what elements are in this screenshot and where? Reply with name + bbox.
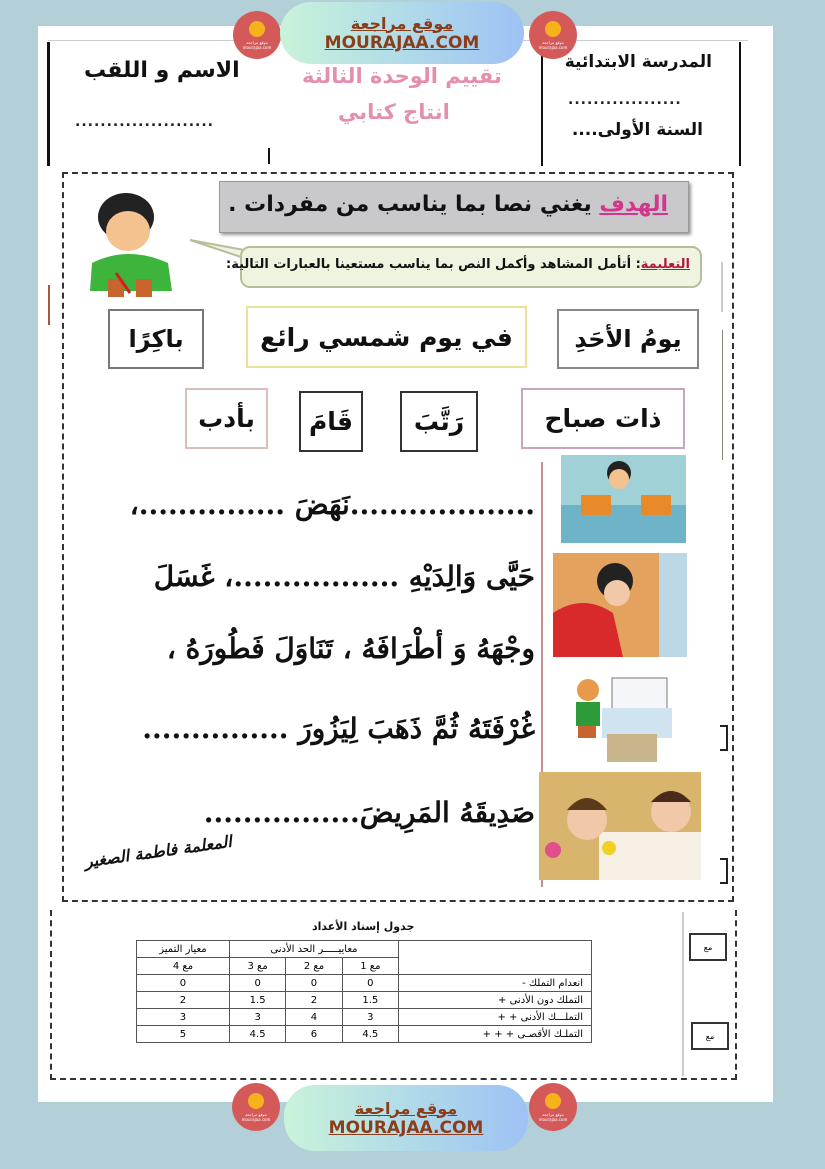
word-card[interactable]: رَتَّبَ	[400, 391, 478, 452]
site-logo-badge: موقع مراجعة mourajaa.com	[529, 11, 577, 59]
minimum-criteria-header: معاييـــــر الحد الأدنى	[229, 941, 398, 958]
criterion-header: مع 4	[137, 958, 230, 975]
word-card[interactable]: يومُ الأحَدِ	[557, 309, 699, 369]
unit-title: تقييم الوحدة الثالثة	[302, 64, 502, 88]
site-logo-badge: موقع مراجعة mourajaa.com	[529, 1083, 577, 1131]
grading-table-title: جدول إسناد الأعداد	[312, 920, 415, 933]
table-row: التملـــك الأدنى + + 3 4 3 3	[137, 1009, 592, 1026]
story-line-1[interactable]: ...................نَهَضَ ...............،	[129, 488, 535, 521]
score-box[interactable]: مع	[689, 933, 727, 961]
grade-label: السنة الأولى....	[571, 120, 703, 140]
table-row: انعدام التملك - 0 0 0 0	[137, 975, 592, 992]
site-banner-top[interactable]	[280, 2, 524, 64]
excellence-criteria-header: معيار التميز	[137, 941, 230, 958]
table-row: التملـك الأقصـى + + + 4.5 6 4.5 5	[137, 1026, 592, 1043]
book-icon	[248, 1093, 264, 1109]
site-name-arabic[interactable]: موقع مراجعة	[354, 1098, 458, 1118]
story-line-2[interactable]: حَيَّى وَالِدَيْهِ .................، غَسَلَ	[153, 560, 535, 593]
book-icon	[249, 21, 265, 37]
site-name-latin[interactable]: MOURAJAA.COM	[328, 1117, 484, 1138]
header-divider	[541, 42, 543, 166]
header-left-border	[47, 42, 50, 166]
site-name-arabic[interactable]: موقع مراجعة	[350, 13, 454, 33]
picture-washing-face	[553, 553, 687, 657]
boy-writing-illustration	[78, 187, 182, 299]
criterion-header: مع 3	[229, 958, 285, 975]
site-banner-bottom[interactable]	[284, 1085, 528, 1151]
criterion-header: مع 1	[342, 958, 398, 975]
grading-table	[136, 940, 592, 1043]
word-card[interactable]: باكِرًا	[108, 309, 204, 369]
word-card[interactable]: قَامَ	[299, 391, 363, 452]
picture-waking-up	[561, 455, 686, 543]
word-card[interactable]: ذات صباح	[521, 388, 685, 449]
picture-visiting-friend	[539, 772, 701, 880]
scroll-mark	[721, 262, 723, 312]
site-name-latin[interactable]: MOURAJAA.COM	[324, 32, 480, 53]
site-logo-badge: موقع مراجعة mourajaa.com	[233, 11, 281, 59]
school-label: المدرسة الابتدائية	[564, 52, 712, 72]
goal-text	[228, 192, 668, 217]
criterion-header: مع 2	[286, 958, 342, 975]
book-icon	[545, 21, 561, 37]
bracket-mark	[720, 725, 728, 751]
bracket-mark	[720, 858, 728, 884]
goal-banner	[219, 181, 689, 233]
story-line-5[interactable]: صَدِيقَهُ المَرِيضَ................	[203, 796, 535, 829]
header-right-border	[739, 42, 741, 166]
story-line-3[interactable]: وجْهَهُ وَ أطْرَافَهُ ، تَنَاوَلَ فَطُورَهُ ،	[166, 632, 535, 665]
instruction-text	[226, 257, 690, 272]
table-row: التملك دون الأدنى + 1.5 2 1.5 2	[137, 992, 592, 1009]
goal-description: يغني نصا بما يناسب من مفردات .	[228, 192, 600, 217]
instruction-description: : أتأمل المشاهد وأكمل النص بما يناسب مستعينا بالعبارات التالية:	[226, 257, 641, 272]
score-box[interactable]: مع	[691, 1022, 729, 1050]
teacher-signature: المعلمة فاطمة الصغير	[83, 831, 233, 872]
margin-mark	[48, 285, 50, 325]
name-label: الاسم و اللقب	[84, 58, 240, 83]
header-divider-small	[268, 148, 270, 164]
name-field[interactable]: ......................	[75, 114, 215, 130]
book-icon	[545, 1093, 561, 1109]
picture-making-bed	[562, 668, 682, 770]
story-line-4[interactable]: غُرْفَتَهُ ثُمَّ ذَهَبَ لِيَزُورَ ...............	[142, 712, 535, 745]
site-logo-badge: موقع مراجعة mourajaa.com	[232, 1083, 280, 1131]
goal-label: الهدف	[599, 192, 668, 217]
subject-title: انتاج كتابي	[338, 100, 450, 124]
grading-divider	[682, 912, 684, 1076]
instruction-bubble	[226, 246, 702, 288]
word-card[interactable]: بأدب	[185, 388, 268, 449]
school-dots: ..................	[568, 92, 682, 108]
margin-rule	[722, 330, 723, 460]
word-card[interactable]: في يوم شمسي رائع	[246, 306, 527, 368]
instruction-label: التعليمة	[640, 257, 690, 272]
